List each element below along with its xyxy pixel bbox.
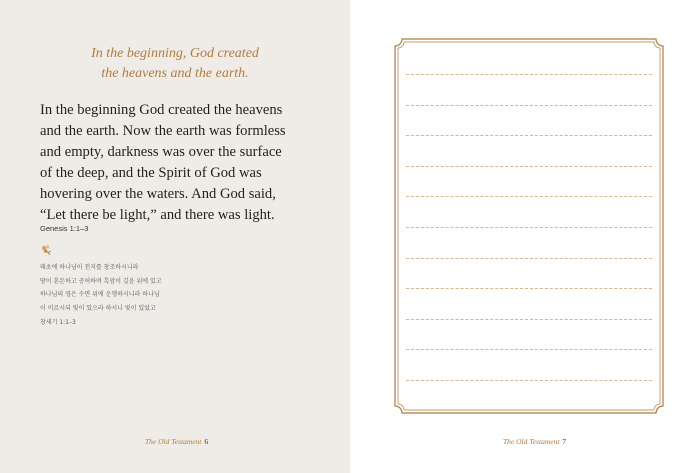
korean-line: 이 이르시되 빛이 있으라 하시니 빛이 있었고 [40, 304, 156, 312]
verse-line: and empty, darkness was over the surface [40, 144, 282, 160]
verse-line: In the beginning God created the heavens [40, 102, 283, 118]
verse-text [40, 100, 340, 226]
verse-line: and the earth. Now the earth was formless [40, 123, 286, 139]
ruled-line [406, 380, 652, 381]
korean-line: 땅이 혼돈하고 공허하며 흑암이 깊음 위에 있고 [40, 277, 162, 285]
ruled-line [406, 166, 652, 167]
korean-line: 하나님의 영은 수면 위에 운행하시니라 하나님 [40, 291, 160, 299]
page-footer [145, 437, 208, 446]
ruled-line [406, 319, 652, 320]
verse-reference-ko: 창세기 1:1–3 [40, 319, 76, 326]
heading-line: the heavens and the earth. [101, 66, 249, 81]
page-number: 7 [562, 437, 567, 446]
verse-line: of the deep, and the Spirit of God was [40, 165, 262, 181]
page-number: 6 [204, 437, 209, 446]
ruled-line [406, 196, 652, 197]
ruled-line [406, 105, 652, 106]
ruled-line [406, 258, 652, 259]
verse-line: hovering over the waters. And God said, [40, 186, 276, 202]
page-heading [0, 44, 350, 84]
ruled-line [406, 135, 652, 136]
notes-frame [394, 38, 664, 414]
verse-reference-en: Genesis 1:1–3 [40, 224, 89, 233]
heading-line: In the beginning, God created [91, 46, 259, 61]
korean-verse-text [40, 261, 300, 315]
ruled-line [406, 349, 652, 350]
footer-book-title: The Old Testament [145, 437, 202, 446]
ruled-line [406, 288, 652, 289]
verse-line: “Let there be light,” and there was light. [40, 207, 275, 223]
ruled-line [406, 227, 652, 228]
ruled-line [406, 74, 652, 75]
page-footer [503, 437, 566, 446]
footer-book-title: The Old Testament [503, 437, 560, 446]
flower-ornament-icon [40, 244, 52, 256]
korean-line: 태초에 하나님이 천지를 창조하시니라 [40, 264, 139, 271]
